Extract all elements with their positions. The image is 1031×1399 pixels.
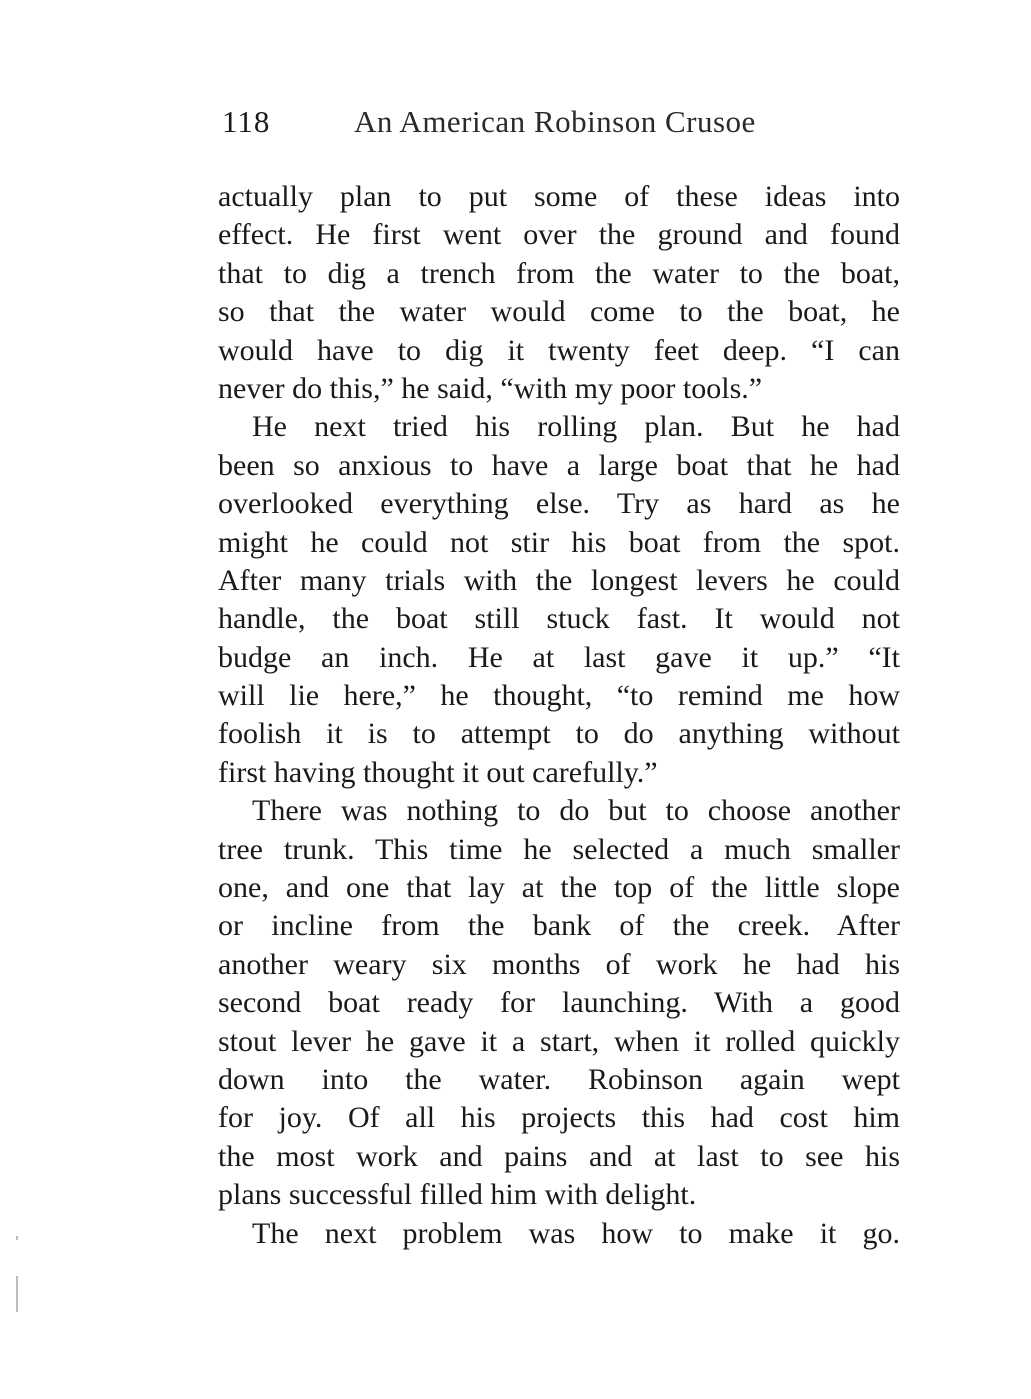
- text-line: been so anxious to have a large boat that he had: [218, 448, 900, 482]
- text-line: one, and one that lay at the top of the little slope: [218, 871, 900, 905]
- text-line: actually plan to put some of these ideas into: [218, 180, 900, 213]
- scan-artifact-mark: [16, 1276, 18, 1312]
- text-line: will lie here,” he thought, “to remind me how: [218, 679, 900, 713]
- text-line: never do this,” he said, “with my poor tools.”: [218, 371, 763, 405]
- text-line: After many trials with the longest levers he could: [218, 563, 900, 597]
- text-line: or incline from the bank of the creek. After: [218, 909, 900, 943]
- text-line: that to dig a trench from the water to the boat,: [218, 256, 900, 290]
- text-line: tree trunk. This time he selected a much smaller: [218, 832, 900, 866]
- text-line: so that the water would come to the boat, he: [218, 295, 900, 329]
- page-number: 118: [222, 104, 271, 139]
- text-line: He next tried his rolling plan. But he had: [252, 410, 900, 444]
- text-line: foolish it is to attempt to do anything without: [218, 717, 900, 751]
- text-line: plans successful filled him with delight.: [218, 1178, 697, 1212]
- text-line: stout lever he gave it a start, when it rolled quickly: [218, 1024, 900, 1058]
- text-line: second boat ready for launching. With a good: [218, 986, 900, 1020]
- text-line: the most work and pains and at last to see his: [218, 1139, 900, 1173]
- text-line: down into the water. Robinson again wept: [218, 1062, 900, 1096]
- text-line: overlooked everything else. Try as hard as he: [218, 487, 900, 521]
- page-header: [222, 104, 902, 150]
- text-line: handle, the boat still stuck fast. It would not: [218, 602, 900, 636]
- text-line: There was nothing to do but to choose another: [252, 794, 900, 828]
- text-line: effect. He first went over the ground and found: [218, 218, 900, 252]
- text-line: another weary six months of work he had his: [218, 947, 900, 981]
- text-line: would have to dig it twenty feet deep. “I can: [218, 333, 900, 367]
- text-line: first having thought it out carefully.”: [218, 755, 658, 789]
- text-body: [218, 178, 900, 1253]
- scan-artifact-mark: [16, 1236, 18, 1240]
- text-line: might he could not stir his boat from the spot.: [218, 525, 900, 559]
- running-title: An American Robinson Crusoe: [354, 104, 756, 139]
- text-line: for joy. Of all his projects this had cost him: [218, 1101, 900, 1135]
- text-line: budge an inch. He at last gave it up.” “It: [218, 640, 900, 674]
- text-line: The next problem was how to make it go.: [252, 1216, 900, 1250]
